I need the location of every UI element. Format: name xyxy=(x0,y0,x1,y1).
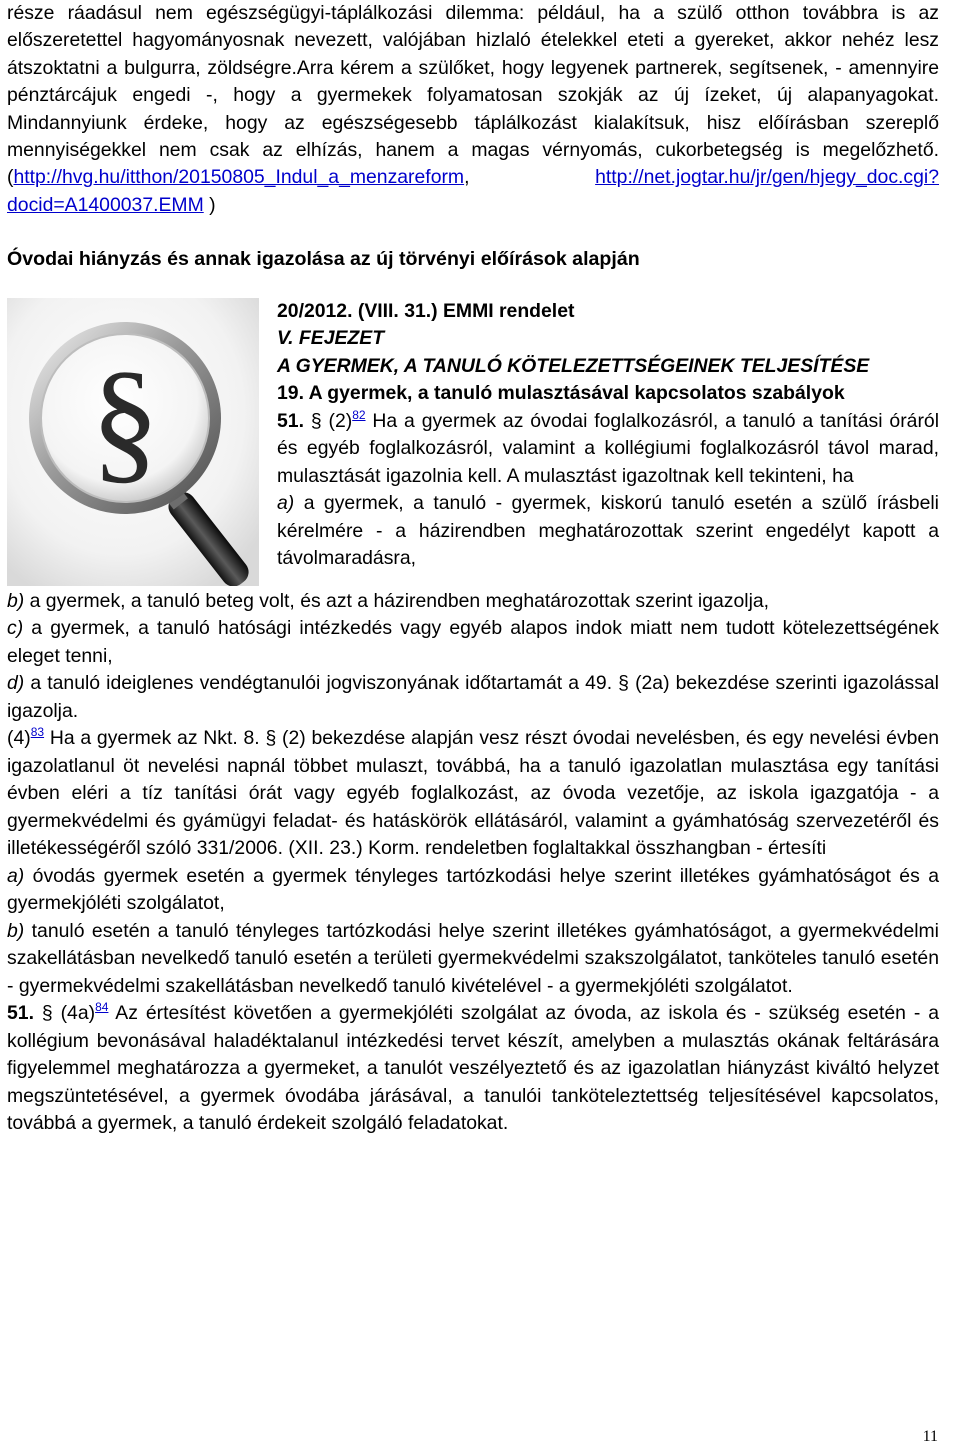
item-text: óvodás gyermek esetén a gyermek tényleges tartózkodási helye szerint illetékes gyámhatóságot és a gyermekjóléti szolgálatot, xyxy=(7,864,939,915)
footnote-link-83[interactable]: 83 xyxy=(30,725,45,740)
document-page xyxy=(7,0,939,1138)
chapter-label: V. FEJEZET xyxy=(277,327,385,350)
notify-item-b xyxy=(7,918,939,1001)
paragraph-number: 51. xyxy=(7,1002,34,1025)
notify-item-a xyxy=(7,863,939,918)
item-label: b) xyxy=(7,919,25,942)
page-number: 11 xyxy=(922,1428,938,1445)
paragraph-text: Az értesítést követően a gyermekjóléti szolgálat az óvoda, az iskola és - szükség esetén - a kollégium bevonásával haladéktalanul intézkedési tervet készít, amelyben a mulasztás okának feltárására figyelemmel meghatározza a gyermeket, a tanulót veszélyeztető és az igazolatlan hiányzást kiváltó helyzet megszüntetésével, a gyermek óvodába járásával, a tanulói tanköteleztettség teljesítésével kapcsolatos, továbbá a gyermek, a tanuló érdekeit szolgáló feladatokat. xyxy=(7,1002,939,1135)
hvg-link[interactable]: http://hvg.hu/itthon/20150805_Indul_a_menzareform xyxy=(13,166,465,189)
magnifier-paragraph-icon xyxy=(7,298,259,586)
item-d xyxy=(7,670,939,725)
decree-title: 20/2012. (VIII. 31.) EMMI rendelet xyxy=(277,299,575,322)
item-c xyxy=(7,615,939,670)
item-text: a gyermek, a tanuló hatósági intézkedés vagy egyéb alapos indok miatt nem tudott kötelezettségének eleget tenni, xyxy=(7,617,939,667)
item-text: a gyermek, a tanuló - gyermek, kiskorú tanuló esetén a szülő írásbeli kérelmére - a házirendben meghatározottak szerint engedélyt kapott a távolmaradásra, xyxy=(277,492,939,570)
link-separator: , xyxy=(464,166,596,189)
item-label: c) xyxy=(7,617,24,640)
paragraph-number: 51. xyxy=(277,409,304,432)
paragraph-text: Ha a gyermek az óvodai foglalkozásról, a tanuló a tanítási óráról és egyéb foglalkozásról, valamint a kollégiumi foglalkozásról távol marad, mulasztását igazolnia kell. A mulasztást igazoltnak kell tekinteni, ha xyxy=(277,409,940,487)
footnote-link-84[interactable]: 84 xyxy=(95,1000,109,1015)
paragraph-text: Ha a gyermek az Nkt. 8. § (2) bekezdése alapján vesz részt óvodai nevelésben, és egy nevelési évben igazolatlanul öt nevelési napnál többet mulaszt, továbbá, ha a tanuló igazolatlan mulasztása egy tanítási évben eléri a tíz tanítási órát vagy egyéb foglalkozást, az óvoda vezetője, az iskola igazgatója - a gyermekvédelmi és gyámügyi feladat- és hatáskörök ellátásáról, valamint a gyámhatóság szervezetéről és illetékességéről szóló 331/2006. (XII. 23.) Korm. rendeletben foglaltakkal összhangban - értesíti xyxy=(7,727,939,860)
item-text: tanuló esetén a tanuló tényleges tartózkodási helye szerint illetékes gyámhatóságot, a gyermekvédelmi szakellátásban nevelkedő tanuló esetén a területi gyermekvédelmi szakszolgálatot, tanköteles tanuló esetén - gyermekvédelmi szakellátásban nevelkedő tanuló kivételével - a gyermekjóléti szolgálatot. xyxy=(7,919,939,997)
svg-text:§: § xyxy=(90,342,160,496)
section-symbol: § xyxy=(33,1002,61,1025)
intro-paragraph xyxy=(7,0,939,219)
subsection-label: (4) xyxy=(7,727,31,750)
law-excerpt xyxy=(7,298,939,1138)
subsection-label: (4a) xyxy=(60,1002,96,1025)
paragraph-51-4a xyxy=(7,1000,939,1138)
intro-text: része ráadásul nem egészségügyi-táplálkozási dilemma: például, ha a szülő otthon továbbra is az előszeretettel hagyományosnak nevezett, valójában hizlaló ételekkel eteti a gyereket, akkor nehéz lesz átszoktatni a bulgurra, zöldségre.Arra kérem a szülőket, hogy legyenek partnerek, segítsenek, - amennyire pénztárcájuk engedi -, hogy a gyermekek folyamatosan szokják az új ízeket, új alapanyagokat. Mindannyiunk érdeke, hogy az egészségesebb táplálkozást kialakítsuk, hisz előírásban szereplő mennyiségekkel nem csak az elhízás, hanem a magas vérnyomás, cukorbetegség is megelőzhető. xyxy=(7,2,939,162)
paren-open: ( xyxy=(7,166,14,189)
item-text: a tanuló ideiglenes vendégtanulói jogviszonyának időtartamát a 49. § (2a) bekezdése szerinti igazolással igazolja. xyxy=(7,672,939,722)
item-b xyxy=(7,588,939,616)
item-label: a) xyxy=(277,492,295,515)
footnote-link-82[interactable]: 82 xyxy=(352,407,366,422)
section-title: 19. A gyermek, a tanuló mulasztásával kapcsolatos szabályok xyxy=(277,382,845,405)
paragraph-4 xyxy=(7,725,939,863)
item-label: b) xyxy=(7,589,25,612)
subsection-label: (2) xyxy=(328,409,353,432)
chapter-title: A GYERMEK, A TANULÓ KÖTELEZETTSÉGEINEK TELJESÍTÉSE xyxy=(277,354,870,377)
paren-close: ) xyxy=(203,193,216,216)
section-heading: Óvodai hiányzás és annak igazolása az új törvényi előírások alapján xyxy=(7,248,640,271)
section-symbol: § xyxy=(303,409,329,432)
jogtar-link[interactable]: http://net.jogtar.hu/jr/gen/hjegy_doc.cgi?docid=A1400037.EMM xyxy=(7,166,939,216)
item-text: a gyermek, a tanuló beteg volt, és azt a házirendben meghatározottak szerint igazolja, xyxy=(24,589,770,612)
item-label: d) xyxy=(7,672,25,695)
item-label: a) xyxy=(7,864,25,887)
